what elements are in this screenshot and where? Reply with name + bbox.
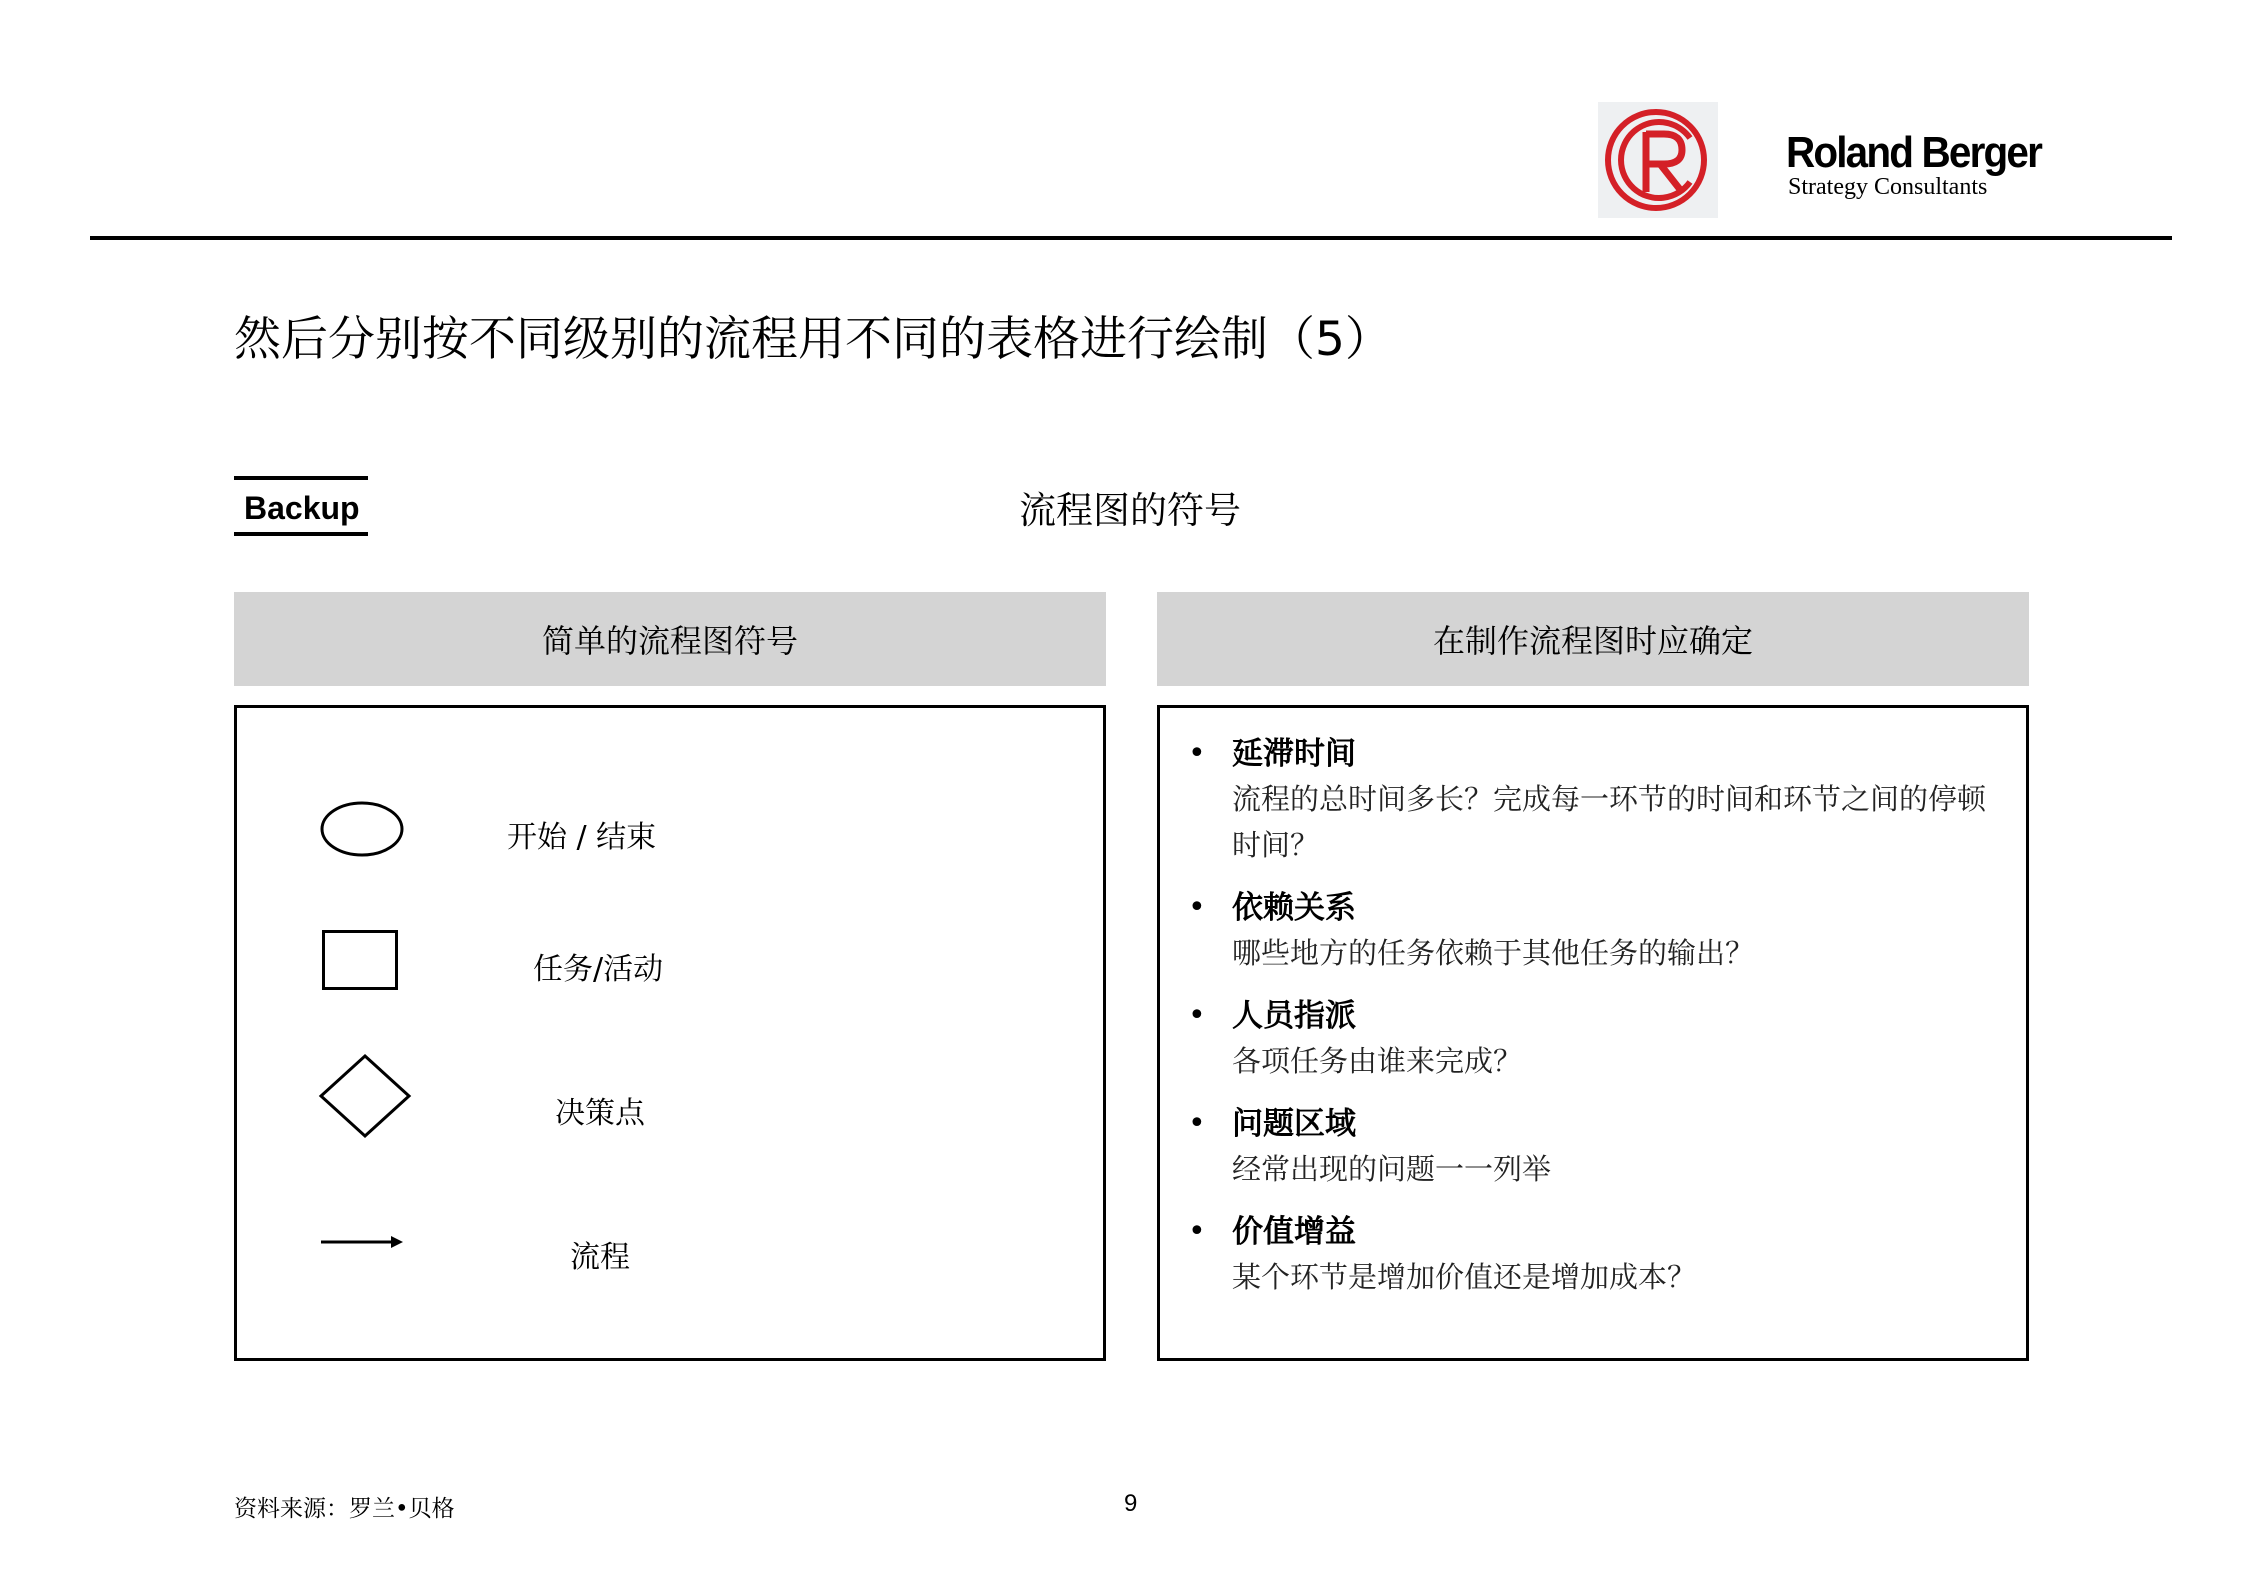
bullet-dot-icon: •	[1188, 998, 1206, 1033]
diamond-icon	[319, 1054, 411, 1138]
symbol-label-start-end: 开始 / 结束	[507, 820, 657, 855]
bullet-dot-icon: •	[1188, 736, 1206, 771]
symbol-label-flow: 流程	[570, 1240, 630, 1275]
bullet-dot-icon: •	[1188, 1214, 1206, 1249]
item-heading: 问题区域	[1232, 1106, 1356, 1142]
arrow-icon	[321, 1232, 405, 1252]
bullet-dot-icon: •	[1188, 890, 1206, 925]
backup-tag	[234, 476, 368, 536]
item-body: 经常出现的问题一一列举	[1232, 1152, 1552, 1186]
item-heading: 依赖关系	[1232, 890, 1356, 926]
left-panel-header-text: 简单的流程图符号	[541, 622, 798, 660]
symbol-label-decision: 决策点	[555, 1096, 645, 1131]
header-rule	[90, 236, 2172, 240]
flowchart-symbols-panel	[234, 705, 1106, 1361]
considerations-list	[1180, 732, 2006, 1318]
symbol-label-task-activity: 任务/活动	[533, 952, 664, 987]
roland-berger-logo-mark	[1598, 102, 1718, 218]
section-title: 流程图的符号	[1019, 489, 1241, 532]
item-body: 哪些地方的任务依赖于其他任务的输出？	[1232, 936, 1755, 970]
list-item	[1180, 994, 2006, 1084]
considerations-panel	[1157, 705, 2029, 1361]
right-panel-header-text: 在制作流程图时应确定	[1432, 622, 1753, 660]
backup-label: Backup	[244, 490, 360, 526]
ellipse-icon	[320, 801, 404, 857]
logo-company-name: Roland Berger	[1786, 128, 2041, 177]
page-number: 9	[1124, 1490, 1138, 1517]
item-heading: 价值增益	[1232, 1214, 1356, 1250]
list-item	[1180, 1102, 2006, 1192]
item-heading: 人员指派	[1232, 998, 1356, 1034]
item-body: 某个环节是增加价值还是增加成本？	[1232, 1260, 1697, 1294]
left-panel-header	[234, 592, 1106, 686]
list-item	[1180, 1210, 2006, 1300]
item-body: 流程的总时间多长？完成每一环节的时间和环节之间的停顿时间？	[1232, 782, 1987, 862]
list-item	[1180, 886, 2006, 976]
source-note: 资料来源：罗兰•贝格	[234, 1496, 455, 1522]
item-heading: 延滞时间	[1232, 736, 1356, 772]
item-body: 各项任务由谁来完成？	[1232, 1044, 1523, 1078]
logo-tagline: Strategy Consultants	[1788, 174, 1988, 200]
rc-seal-icon	[1598, 102, 1718, 218]
list-item	[1180, 732, 2006, 868]
rectangle-icon	[322, 930, 398, 990]
right-panel-header	[1157, 592, 2029, 686]
page-title: 然后分别按不同级别的流程用不同的表格进行绘制（5）	[234, 312, 1392, 367]
bullet-dot-icon: •	[1188, 1106, 1206, 1141]
